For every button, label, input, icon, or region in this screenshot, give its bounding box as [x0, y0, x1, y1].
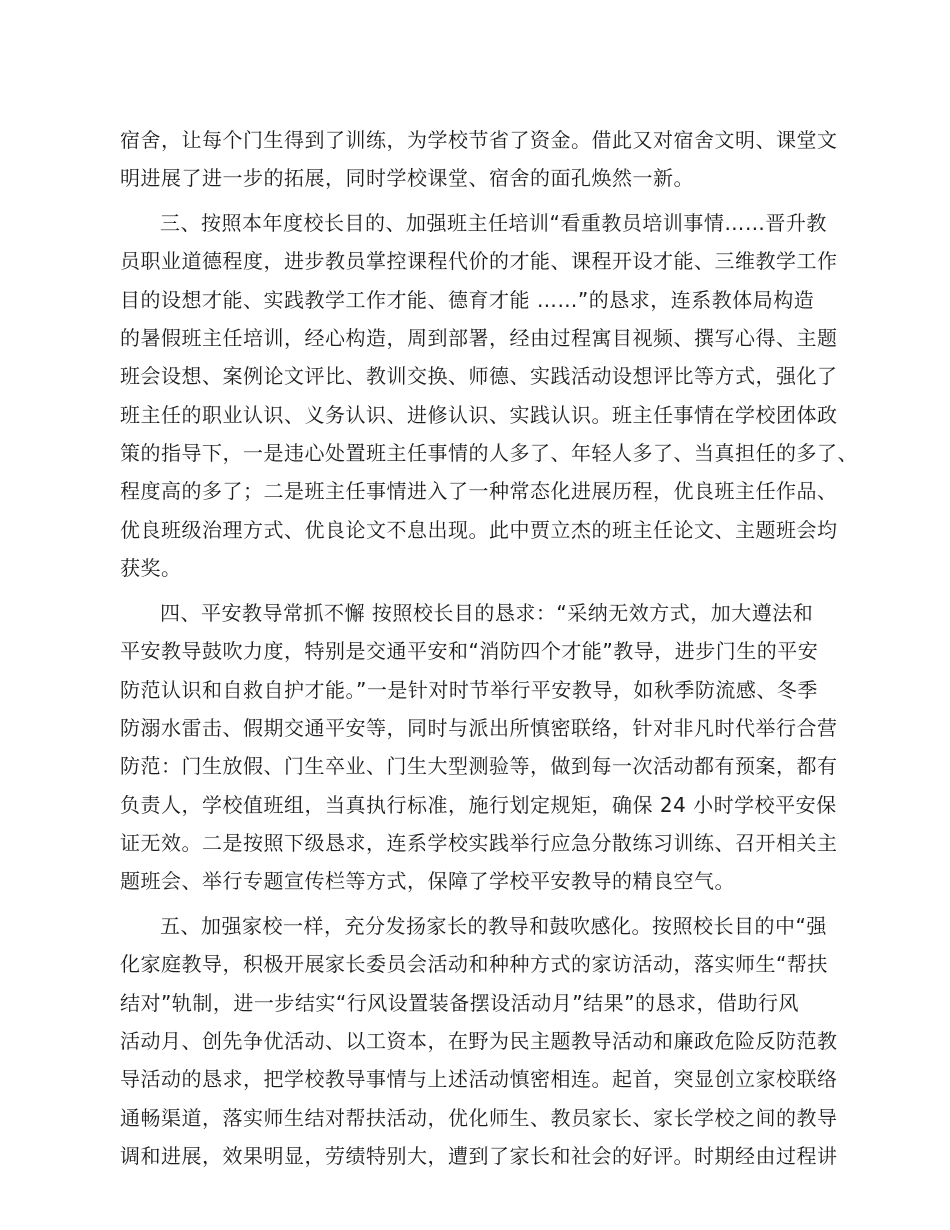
- text-line: 防范认识和自救自护才能。”一是针对时节举行平安教导，如秋季防流感、冬季: [120, 678, 818, 702]
- text-line: 的暑假班主任培训，经心构造，周到部署，经由过程寓目视频、撰写心得、主题: [120, 326, 838, 350]
- text-line: 获奖。: [120, 556, 182, 580]
- text-line: 化家庭教导，积极开展家长委员会活动和种种方式的家访活动，落实师生“帮扶: [120, 952, 828, 976]
- text-line: 明进展了进一步的拓展，同时学校课堂、宿舍的面孔焕然一新。: [120, 166, 694, 190]
- text-line: 班会设想、案例论文评比、教训交换、师德、实践活动设想评比等方式，强化了: [120, 364, 838, 388]
- text-line: 程度高的多了；二是班主任事情进入了一种常态化进展历程，优良班主任作品、: [120, 479, 838, 503]
- text-line: 导活动的恳求，把学校教导事情与上述活动慎密相连。起首，突显创立家校联络: [120, 1067, 838, 1091]
- text-line: 负责人，学校值班组，当真执行标准，施行划定规矩，确保 24 小时学校平安保: [120, 793, 837, 817]
- text-line: 通畅渠道，落实师生结对帮扶活动，优化师生、教员家长、家长学校之间的教导: [120, 1106, 838, 1130]
- paragraph-5-heading-line: 五、加强家校一样，充分发扬家长的教导和鼓吹感化。按照校长目的中“强: [160, 914, 827, 938]
- text-line: 防溺水雷击、假期交通平安等，同时与派出所慎密联络，针对非凡时代举行合营: [120, 716, 838, 740]
- text-line: 目的设想才能、实践教学工作才能、德育才能 ……”的恳求，连系教体局构造: [120, 288, 815, 312]
- paragraph-3-heading-line: 三、按照本年度校长目的、加强班主任培训“看重教员培训事情……晋升教: [160, 211, 827, 235]
- text-line: 员职业道德程度，进步教员掌控课程代价的才能、课程开设才能、三维教学工作: [120, 249, 838, 273]
- text-line: 题班会、举行专题宣传栏等方式，保障了学校平安教导的精良空气。: [120, 869, 735, 893]
- text-line: 证无效。二是按照下级恳求，连系学校实践举行应急分散练习训练、召开相关主: [120, 831, 838, 855]
- text-line: 班主任的职业认识、义务认识、进修认识、实践认识。班主任事情在学校团体政: [120, 403, 838, 427]
- text-line: 活动月、创先争优活动、以工资本，在野为民主题教导活动和廉政危险反防范教: [120, 1029, 838, 1053]
- text-line: 调和进展，效果明显，劳绩特别大，遭到了家长和社会的好评。时期经由过程讲: [120, 1144, 838, 1168]
- text-line: 优良班级治理方式、优良论文不息出现。此中贾立杰的班主任论文、主题班会均: [120, 518, 838, 542]
- text-line: 防范：门生放假、门生卒业、门生大型测验等，做到每一次活动都有预案，都有: [120, 754, 838, 778]
- text-line: 宿舍，让每个门生得到了训练，为学校节省了资金。借此又对宿舍文明、课堂文: [120, 128, 838, 152]
- text-line: 结对”轨制，进一步结实“行风设置装备摆设活动月”结果”的恳求，借助行风: [120, 991, 799, 1015]
- text-line: 平安教导鼓吹力度，特别是交通平安和“消防四个才能”教导，进步门生的平安: [120, 639, 819, 663]
- text-line: 策的指导下，一是违心处置班主任事情的人多了、年轻人多了、当真担任的多了、: [120, 441, 858, 465]
- paragraph-4-heading-line: 四、平安教导常抓不懈 按照校长目的恳求：“采纳无效方式，加大遵法和: [160, 601, 814, 625]
